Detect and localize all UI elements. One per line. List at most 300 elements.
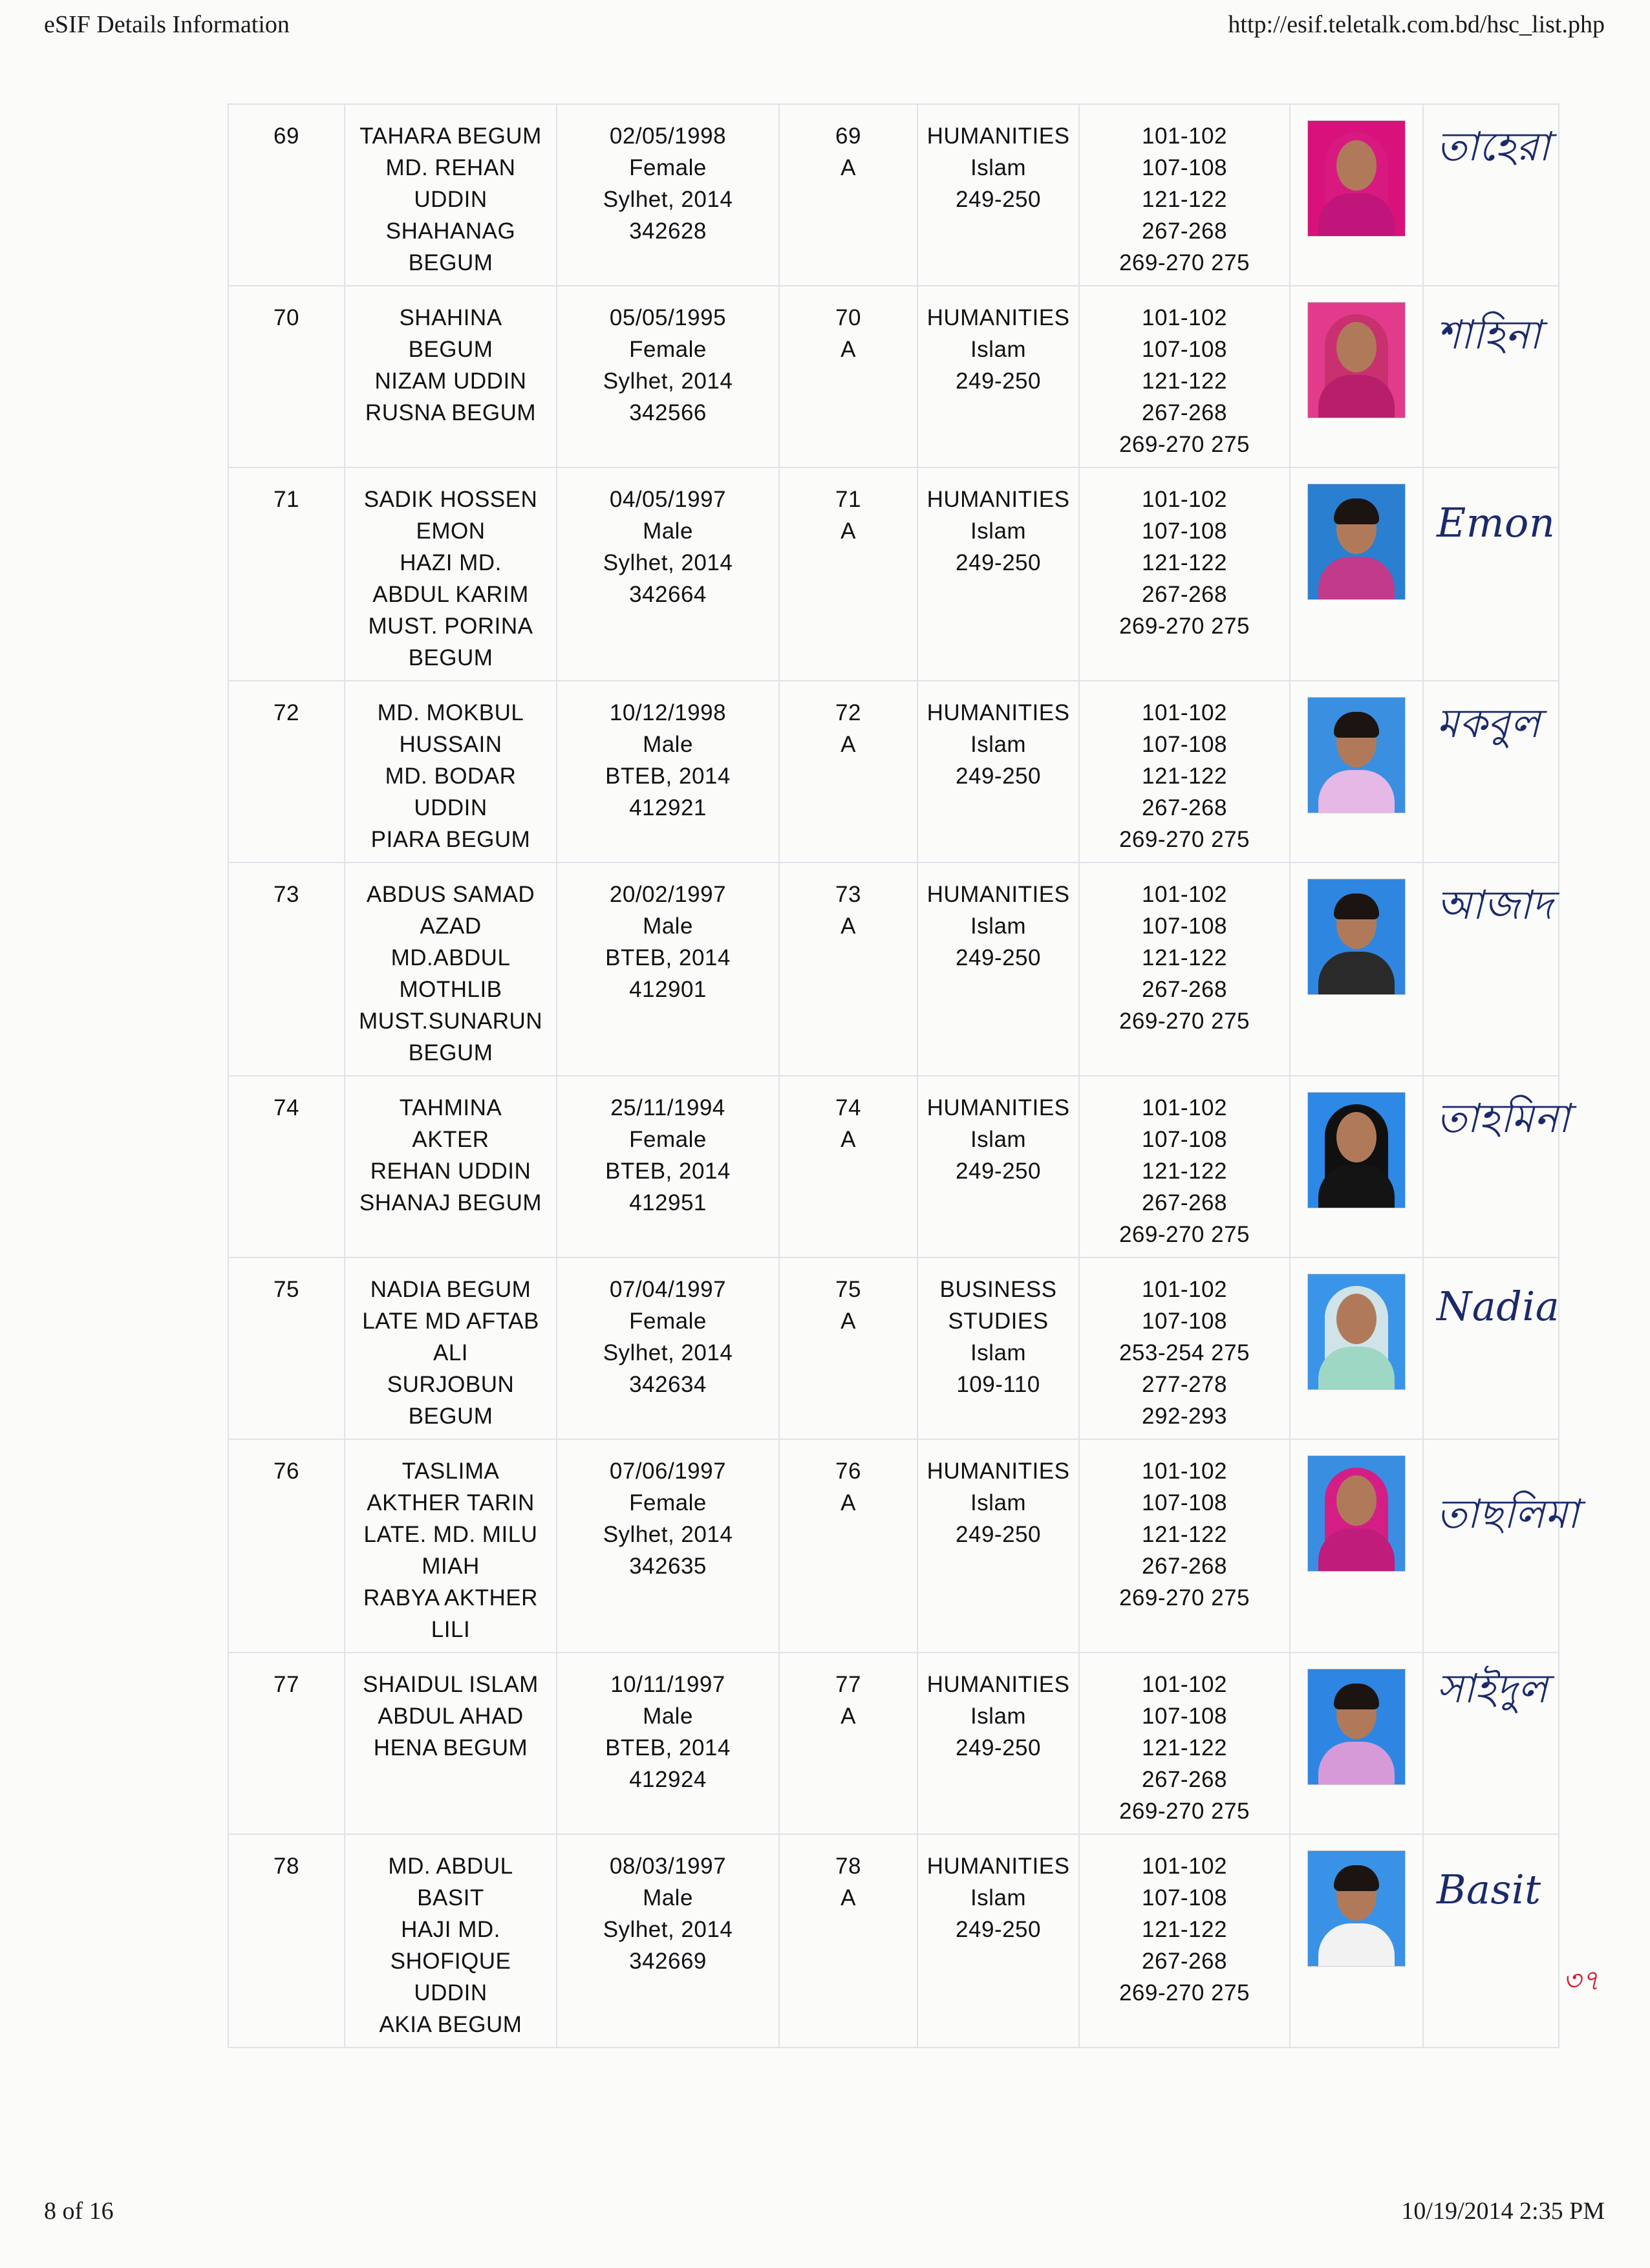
subject-code-line: 269-270 275 [1119,432,1250,457]
group-line: Islam [970,155,1027,180]
roll-line: A [841,1127,856,1152]
name-line: ABDUL KARIM [372,582,529,607]
subject-code-line: 269-270 275 [1119,1009,1250,1034]
subjects-cell [1079,1257,1290,1439]
name-line: HENA BEGUM [373,1735,528,1760]
name-line: ALI [433,1340,469,1365]
group-line: STUDIES [948,1309,1049,1334]
subject-code-line: 267-268 [1142,977,1227,1002]
roll-cell [779,286,917,467]
serial-number: 74 [228,1076,345,1257]
photo-shoulders [1318,1742,1395,1785]
roll-line: 73 [835,882,861,907]
birth-info-cell [557,1834,779,2048]
subject-code-line: 269-270 275 [1119,1980,1250,2006]
birth-info-line: BTEB, 2014 [605,764,731,789]
signature-cell [1423,681,1559,862]
subject-code-line: 107-108 [1142,1309,1227,1334]
photo-face [1336,1294,1377,1344]
subject-code-line: 269-270 275 [1119,614,1250,639]
birth-info-line: Sylhet, 2014 [603,369,733,394]
roll-line: 72 [835,700,861,725]
birth-info-line: Female [629,1127,707,1152]
roll-line: A [841,519,856,544]
record-row [228,467,1559,681]
group-line: Islam [970,1490,1027,1515]
name-line: BEGUM [408,337,493,362]
birth-info-line: Male [643,519,693,544]
name-cell [345,1257,557,1439]
group-line: 249-250 [956,764,1041,789]
name-line: UDDIN [414,795,488,820]
name-line: UDDIN [414,1980,488,2006]
subject-code-line: 267-268 [1142,1949,1227,1974]
roll-line: A [841,1885,856,1910]
name-line: MD. ABDUL [388,1854,513,1879]
group-line: 249-250 [956,1735,1041,1760]
roll-line: 69 [835,123,861,149]
student-photo [1307,1850,1406,1967]
name-line: HAJI MD. [401,1917,500,1942]
name-cell [345,681,557,862]
roll-line: 74 [835,1095,861,1120]
group-cell [917,1076,1079,1257]
group-line: Islam [970,1704,1027,1729]
subject-code-line: 267-268 [1142,582,1227,607]
serial-number: 70 [228,286,345,467]
birth-info-line: Male [643,732,693,757]
subjects-cell [1079,862,1290,1076]
name-line: TAHARA BEGUM [359,123,542,149]
serial-number: 72 [228,681,345,862]
subject-code-line: 267-268 [1142,1767,1227,1792]
birth-info-line: 07/04/1997 [609,1277,727,1302]
birth-info-line: Female [629,1490,707,1515]
name-line: LILI [431,1617,471,1642]
name-line: BEGUM [408,1404,493,1429]
roll-line: 70 [835,305,861,330]
student-photo [1307,302,1406,418]
name-line: BEGUM [408,250,493,275]
page-footer-datetime: 10/19/2014 2:35 PM [1401,2198,1605,2225]
name-line: SHOFIQUE [390,1949,511,1974]
birth-info-line: Sylhet, 2014 [603,1522,733,1547]
group-line: Islam [970,1127,1027,1152]
group-cell [917,104,1079,286]
margin-mark: ৩৭ [1562,1964,1600,1997]
roll-cell [779,1257,917,1439]
record-row [228,1653,1559,1834]
birth-info-cell [557,862,779,1076]
subjects-cell [1079,681,1290,862]
group-line: 109-110 [956,1372,1040,1397]
record-row [228,681,1559,862]
group-line: 249-250 [956,1159,1041,1184]
subject-code-line: 107-108 [1142,732,1227,757]
subject-code-line: 107-108 [1142,1885,1227,1910]
photo-cell [1290,286,1423,467]
signature-cell [1423,104,1559,286]
birth-info-line: Female [629,1309,707,1334]
group-line: 249-250 [956,187,1041,212]
name-line: UDDIN [414,187,488,212]
roll-cell [779,104,917,286]
name-cell [345,286,557,467]
subject-code-line: 121-122 [1142,1159,1227,1184]
birth-info-line: 04/05/1997 [609,487,727,512]
group-cell [917,1257,1079,1439]
signature-cell [1423,862,1559,1076]
subject-code-line: 101-102 [1142,882,1227,907]
photo-cell [1290,681,1423,862]
record-row [228,286,1559,467]
roll-line: 77 [835,1672,861,1697]
group-cell [917,1653,1079,1834]
birth-info-line: 342628 [629,219,707,244]
group-line: BUSINESS [939,1277,1057,1302]
serial-number: 69 [228,104,345,286]
name-line: BEGUM [408,645,493,670]
photo-face [1336,1112,1377,1162]
student-photo [1307,1669,1406,1785]
roll-line: 75 [835,1277,861,1302]
roll-line: 78 [835,1854,861,1879]
subjects-cell [1079,104,1290,286]
group-line: 249-250 [956,1522,1041,1547]
subject-code-line: 121-122 [1142,1917,1227,1942]
record-row [228,1257,1559,1439]
photo-hair [1334,1684,1379,1709]
name-cell [345,862,557,1076]
record-row [228,104,1559,286]
name-line: REHAN UDDIN [370,1159,531,1184]
photo-cell [1290,1257,1423,1439]
name-line: LATE. MD. MILU [363,1522,538,1547]
name-line: SHANAJ BEGUM [359,1190,542,1215]
roll-line: A [841,914,856,939]
photo-cell [1290,467,1423,681]
group-cell [917,286,1079,467]
record-row [228,1834,1559,2048]
student-photo [1307,120,1406,237]
name-cell [345,467,557,681]
birth-info-line: BTEB, 2014 [605,1735,731,1760]
roll-cell [779,681,917,862]
page-header-title: eSIF Details Information [44,11,290,38]
birth-info-line: 10/12/1998 [609,700,727,725]
name-line: MD. BODAR [385,764,517,789]
name-line: SADIK HOSSEN [363,487,538,512]
group-cell [917,1834,1079,2048]
roll-line: 76 [835,1459,861,1484]
signature: Basit [1437,1866,1541,1913]
signature: তাহেরা [1437,123,1550,170]
name-line: SHAHANAG [385,219,516,244]
birth-info-line: Female [629,155,707,180]
photo-hair [1334,712,1379,738]
group-line: HUMANITIES [927,487,1070,512]
subject-code-line: 107-108 [1142,519,1227,544]
name-line: PIARA BEGUM [370,827,531,852]
subject-code-line: 267-268 [1142,1554,1227,1579]
subjects-cell [1079,286,1290,467]
birth-info-line: 20/02/1997 [609,882,727,907]
subjects-cell [1079,467,1290,681]
record-row [228,1439,1559,1653]
group-line: HUMANITIES [927,1095,1070,1120]
roll-cell [779,862,917,1076]
subject-code-line: 277-278 [1142,1372,1227,1397]
subject-code-line: 101-102 [1142,1854,1227,1879]
birth-info-line: 412951 [629,1190,707,1215]
subject-code-line: 267-268 [1142,400,1227,425]
name-line: HUSSAIN [399,732,502,757]
subject-code-line: 101-102 [1142,1459,1227,1484]
name-line: SHAHINA [399,305,502,330]
group-line: HUMANITIES [927,305,1070,330]
student-photo [1307,1092,1406,1208]
photo-cell [1290,1439,1423,1653]
subject-code-line: 121-122 [1142,187,1227,212]
birth-info-line: 342634 [629,1372,707,1397]
birth-info-line: BTEB, 2014 [605,945,731,970]
name-cell [345,104,557,286]
subject-code-line: 107-108 [1142,1127,1227,1152]
photo-face [1336,322,1377,372]
name-cell [345,1439,557,1653]
signature-cell [1423,286,1559,467]
birth-info-line: 412924 [629,1767,707,1792]
name-line: RUSNA BEGUM [365,400,537,425]
subject-code-line: 101-102 [1142,1277,1227,1302]
photo-shoulders [1318,952,1395,995]
birth-info-cell [557,1257,779,1439]
name-cell [345,1653,557,1834]
student-photo [1307,484,1406,600]
photo-cell [1290,1653,1423,1834]
group-line: Islam [970,914,1027,939]
subjects-cell [1079,1076,1290,1257]
name-line: NADIA BEGUM [370,1277,531,1302]
photo-cell [1290,104,1423,286]
name-line: SURJOBUN [387,1372,515,1397]
name-line: AKTHER TARIN [367,1490,535,1515]
subjects-cell [1079,1439,1290,1653]
name-line: AKTER [412,1127,489,1152]
name-line: HAZI MD. [400,550,502,575]
subject-code-line: 121-122 [1142,1522,1227,1547]
name-line: MIAH [422,1554,480,1579]
name-line: MD.ABDUL [391,945,511,970]
subject-code-line: 269-270 275 [1119,1585,1250,1610]
student-photo [1307,697,1406,813]
subject-code-line: 101-102 [1142,487,1227,512]
birth-info-cell [557,104,779,286]
subject-code-line: 101-102 [1142,123,1227,149]
signature-cell [1423,1653,1559,1834]
name-line: LATE MD AFTAB [362,1309,539,1334]
birth-info-line: BTEB, 2014 [605,1159,731,1184]
birth-info-cell [557,681,779,862]
subjects-cell [1079,1834,1290,2048]
subject-code-line: 121-122 [1142,550,1227,575]
birth-info-line: 342566 [629,400,707,425]
record-row [228,1076,1559,1257]
photo-shoulders [1318,557,1395,600]
birth-info-cell [557,286,779,467]
name-line: ABDUS SAMAD [366,882,535,907]
subject-code-line: 267-268 [1142,795,1227,820]
serial-number: 73 [228,862,345,1076]
serial-number: 78 [228,1834,345,2048]
birth-info-cell [557,1076,779,1257]
subject-code-line: 107-108 [1142,337,1227,362]
birth-info-line: Sylhet, 2014 [603,1917,733,1942]
subject-code-line: 267-268 [1142,219,1227,244]
photo-hair [1334,1865,1379,1891]
roll-cell [779,1834,917,2048]
signature-cell [1423,467,1559,681]
group-line: HUMANITIES [927,1459,1070,1484]
roll-line: A [841,732,856,757]
birth-info-line: 07/06/1997 [609,1459,727,1484]
group-line: HUMANITIES [927,1854,1070,1879]
birth-info-line: 342664 [629,582,707,607]
birth-info-line: 08/03/1997 [609,1854,727,1879]
serial-number: 71 [228,467,345,681]
photo-cell [1290,1076,1423,1257]
name-line: SHAIDUL ISLAM [363,1672,539,1697]
name-line: BASIT [417,1885,484,1910]
name-line: MUST.SUNARUN [358,1009,543,1034]
signature: শাহিনা [1437,311,1541,358]
subject-code-line: 269-270 275 [1119,827,1250,852]
signature: তাছলিমা [1437,1490,1580,1537]
name-line: ABDUL AHAD [378,1704,524,1729]
name-line: BEGUM [408,1040,493,1065]
roll-line: A [841,155,856,180]
signature: সাইদুল [1437,1665,1548,1712]
signature: তাহমিনা [1437,1095,1570,1142]
subject-code-line: 107-108 [1142,1704,1227,1729]
birth-info-cell [557,1439,779,1653]
group-line: Islam [970,519,1027,544]
group-cell [917,681,1079,862]
record-row [228,862,1559,1076]
group-line: HUMANITIES [927,700,1070,725]
signature: Nadia [1437,1283,1560,1330]
subject-code-line: 253-254 275 [1119,1340,1250,1365]
group-line: Islam [970,1340,1027,1365]
subject-code-line: 121-122 [1142,764,1227,789]
group-line: 249-250 [956,550,1041,575]
subject-code-line: 292-293 [1142,1404,1227,1429]
subject-code-line: 107-108 [1142,1490,1227,1515]
signature: আজাদ [1437,881,1553,928]
subject-code-line: 269-270 275 [1119,1222,1250,1247]
signature-cell [1423,1439,1580,1653]
group-cell [917,862,1079,1076]
group-line: 249-250 [956,945,1041,970]
group-cell [917,1439,1079,1653]
birth-info-line: 05/05/1995 [609,305,727,330]
subject-code-line: 269-270 275 [1119,1799,1250,1824]
photo-face [1336,140,1377,191]
subject-code-line: 121-122 [1142,945,1227,970]
signature: Emon [1437,499,1556,546]
subject-code-line: 121-122 [1142,369,1227,394]
roll-line: A [841,1704,856,1729]
roll-line: A [841,1490,856,1515]
subjects-cell [1079,1653,1290,1834]
photo-cell [1290,862,1423,1076]
signature: মকবুল [1437,700,1541,747]
subject-code-line: 101-102 [1142,700,1227,725]
birth-info-line: Sylhet, 2014 [603,1340,733,1365]
group-line: Islam [970,1885,1027,1910]
roll-cell [779,467,917,681]
group-line: HUMANITIES [927,882,1070,907]
page-footer-number: 8 of 16 [44,2198,114,2225]
photo-hair [1334,893,1379,919]
subject-code-line: 107-108 [1142,155,1227,180]
birth-info-cell [557,467,779,681]
subject-code-line: 101-102 [1142,1672,1227,1697]
roll-line: A [841,1309,856,1334]
birth-info-line: Sylhet, 2014 [603,187,733,212]
name-line: TAHMINA [399,1095,502,1120]
photo-shoulders [1318,770,1395,813]
roll-line: 71 [835,487,861,512]
name-line: EMON [416,519,486,544]
serial-number: 76 [228,1439,345,1653]
subject-code-line: 121-122 [1142,1735,1227,1760]
name-line: NIZAM UDDIN [374,369,527,394]
group-line: Islam [970,732,1027,757]
group-line: HUMANITIES [927,123,1070,149]
roll-line: A [841,337,856,362]
signature-cell [1423,1834,1559,2048]
birth-info-line: Male [643,1885,693,1910]
subject-code-line: 101-102 [1142,1095,1227,1120]
birth-info-cell [557,1653,779,1834]
birth-info-line: Male [643,1704,693,1729]
group-line: Islam [970,337,1027,362]
group-line: 249-250 [956,1917,1041,1942]
birth-info-line: 412901 [629,977,707,1002]
birth-info-line: Male [643,914,693,939]
name-line: MUST. PORINA [368,614,533,639]
name-cell [345,1834,557,2048]
roll-cell [779,1076,917,1257]
page-header-url[interactable]: http://esif.teletalk.com.bd/hsc_list.php [1228,11,1605,38]
name-line: MD. MOKBUL [377,700,524,725]
serial-number: 75 [228,1257,345,1439]
group-cell [917,467,1079,681]
name-line: AZAD [420,914,482,939]
signature-cell [1423,1076,1570,1257]
records-table-body [228,104,1580,2048]
group-line: HUMANITIES [927,1672,1070,1697]
photo-cell [1290,1834,1423,2048]
signature-cell [1423,1257,1559,1439]
birth-info-line: Female [629,337,707,362]
birth-info-line: 412921 [629,795,707,820]
birth-info-line: Sylhet, 2014 [603,550,733,575]
photo-hair [1334,498,1379,524]
roll-cell [779,1439,917,1653]
student-photo [1307,1455,1406,1572]
